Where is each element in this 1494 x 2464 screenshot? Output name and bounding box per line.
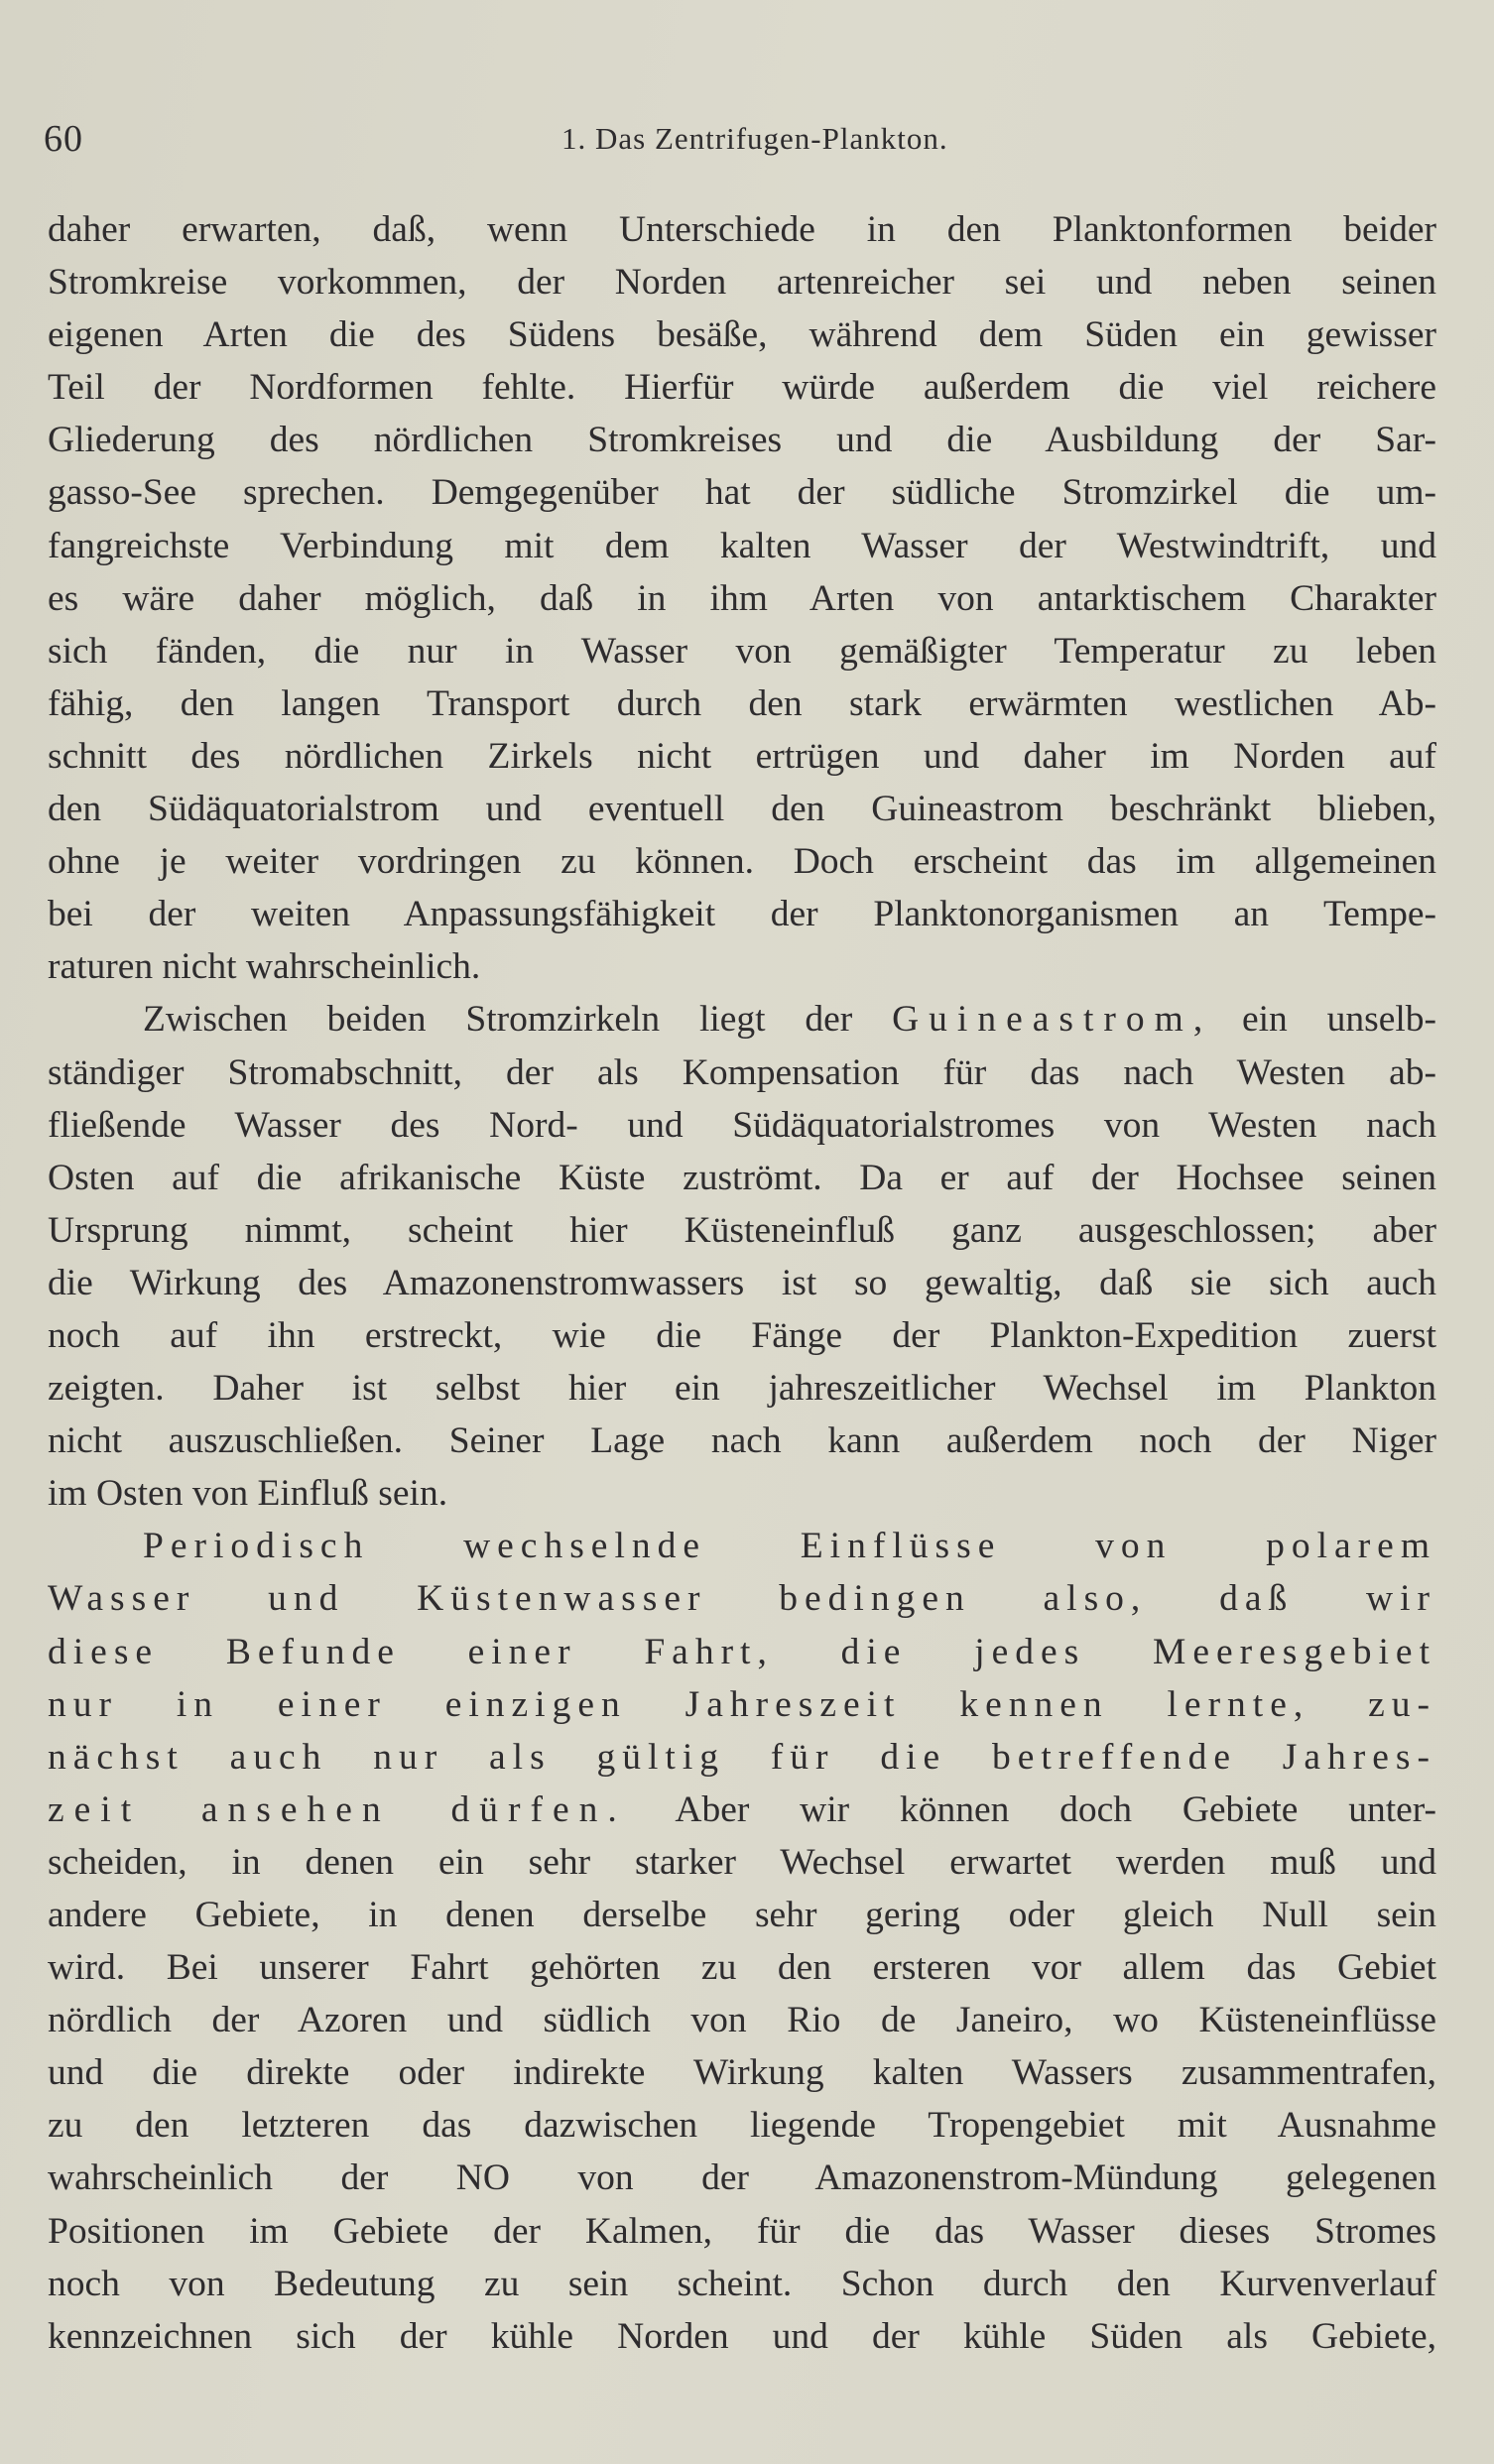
body-text: [48, 203, 1436, 2363]
running-head: [44, 117, 1452, 167]
emphasized-term: zeit ansehen dürfen.: [48, 1788, 627, 1830]
emphasized-line: nur in einer einzigen Jahreszeit kennen lernte, zu-: [48, 1683, 1436, 1725]
text-line: es wäre daher möglich, daß in ihm Arten von antarktischem Charakter: [48, 577, 1436, 619]
text-line: Gliederung des nördlichen Stromkreises und die Ausbildung der Sar-: [48, 420, 1436, 461]
text-line: kennzeichnen sich der kühle Norden und der kühle Süden als Gebiete,: [48, 2315, 1436, 2357]
text-line: nicht auszuschließen. Seiner Lage nach kann außerdem noch der Niger: [48, 1420, 1436, 1462]
text-line: andere Gebiete, in denen derselbe sehr gering oder gleich Null sein: [48, 1895, 1436, 1935]
text-line: gasso-See sprechen. Demgegenüber hat der südliche Stromzirkel die um-: [48, 472, 1436, 514]
text-line: wird. Bei unserer Fahrt gehörten zu den ersteren vor allem das Gebiet: [48, 1947, 1436, 1989]
text-line: zu den letzteren das dazwischen liegende Tropengebiet mit Ausnahme: [48, 2105, 1436, 2147]
text-line: Positionen im Gebiete der Kalmen, für die das Wasser dieses Stromes: [48, 2210, 1436, 2252]
text-line: [48, 1784, 1436, 1836]
text-line: ohne je weiter vordringen zu können. Doch erscheint das im allgemeinen: [48, 841, 1436, 883]
emphasized-line: nächst auch nur als gültig für die betreffende Jahres-: [48, 1736, 1436, 1778]
text-line: sich fänden, die nur in Wasser von gemäßigter Temperatur zu leben: [48, 630, 1436, 672]
emphasized-term: Guineastrom: [892, 999, 1193, 1041]
text-line: die Wirkung des Amazonenstromwassers ist so gewaltig, daß sie sich auch: [48, 1262, 1436, 1303]
text-line: nördlich der Azoren und südlich von Rio de Janeiro, wo Küsteneinflüsse: [48, 2000, 1436, 2041]
text-line: Ursprung nimmt, scheint hier Küsteneinfluß ganz ausgeschlossen; aber: [48, 1209, 1436, 1251]
text-line: [48, 993, 1436, 1046]
text-line: noch auf ihn erstreckt, wie die Fänge der Plankton-Expedition zuerst: [48, 1314, 1436, 1356]
text-line: raturen nicht wahrscheinlich.: [48, 946, 481, 988]
emphasized-line: Periodisch wechselnde Einflüsse von polarem: [143, 1526, 1436, 1567]
text-line: wahrscheinlich der NO von der Amazonenstrom-Mündung gelegenen: [48, 2157, 1436, 2199]
text-line: Teil der Nordformen fehlte. Hierfür würde außerdem die viel reichere: [48, 367, 1436, 409]
text-run: , ein unselb-: [1192, 999, 1436, 1041]
text-line: daher erwarten, daß, wenn Unterschiede in den Planktonformen beider: [48, 209, 1436, 250]
text-run: Aber wir können doch Gebiete unter-: [626, 1788, 1436, 1830]
text-line: Stromkreise vorkommen, der Norden artenreicher sei und neben seinen: [48, 262, 1436, 304]
paragraph-3: [48, 1520, 1436, 2363]
text-line: zeigten. Daher ist selbst hier ein jahreszeitlicher Wechsel im Plankton: [48, 1368, 1436, 1410]
text-line: eigenen Arten die des Südens besäße, während dem Süden ein gewisser: [48, 314, 1436, 356]
text-line: fließende Wasser des Nord- und Südäquatorialstromes von Westen nach: [48, 1104, 1436, 1146]
page-number: 60: [44, 118, 83, 160]
text-line: schnitt des nördlichen Zirkels nicht ertrügen und daher im Norden auf: [48, 735, 1436, 777]
paragraph-1: [48, 203, 1436, 993]
emphasized-line: diese Befunde einer Fahrt, die jedes Meeresgebiet: [48, 1631, 1436, 1672]
text-line: ständiger Stromabschnitt, der als Kompensation für das nach Westen ab-: [48, 1051, 1436, 1093]
text-line: fähig, den langen Transport durch den stark erwärmten westlichen Ab-: [48, 682, 1436, 724]
text-line: fangreichste Verbindung mit dem kalten Wasser der Westwindtrift, und: [48, 525, 1436, 566]
paragraph-2: [48, 993, 1436, 1520]
text-line: scheiden, in denen ein sehr starker Wechsel erwartet werden muß und: [48, 1841, 1436, 1883]
running-title: 1. Das Zentrifugen-Plankton.: [561, 121, 948, 156]
emphasized-line: Wasser und Küstenwasser bedingen also, daß wir: [48, 1578, 1436, 1620]
text-line: noch von Bedeutung zu sein scheint. Schon durch den Kurvenverlauf: [48, 2263, 1436, 2304]
text-line: Osten auf die afrikanische Küste zuströmt. Da er auf der Hochsee seinen: [48, 1157, 1436, 1198]
text-run: Zwischen beiden Stromzirkeln liegt der: [143, 999, 853, 1041]
text-line: bei der weiten Anpassungsfähigkeit der Planktonorganismen an Tempe-: [48, 894, 1436, 935]
text-line: und die direkte oder indirekte Wirkung kalten Wassers zusammentrafen,: [48, 2052, 1436, 2094]
text-line: den Südäquatorialstrom und eventuell den Guineastrom beschränkt blieben,: [48, 789, 1436, 830]
text-line: im Osten von Einfluß sein.: [48, 1473, 448, 1515]
